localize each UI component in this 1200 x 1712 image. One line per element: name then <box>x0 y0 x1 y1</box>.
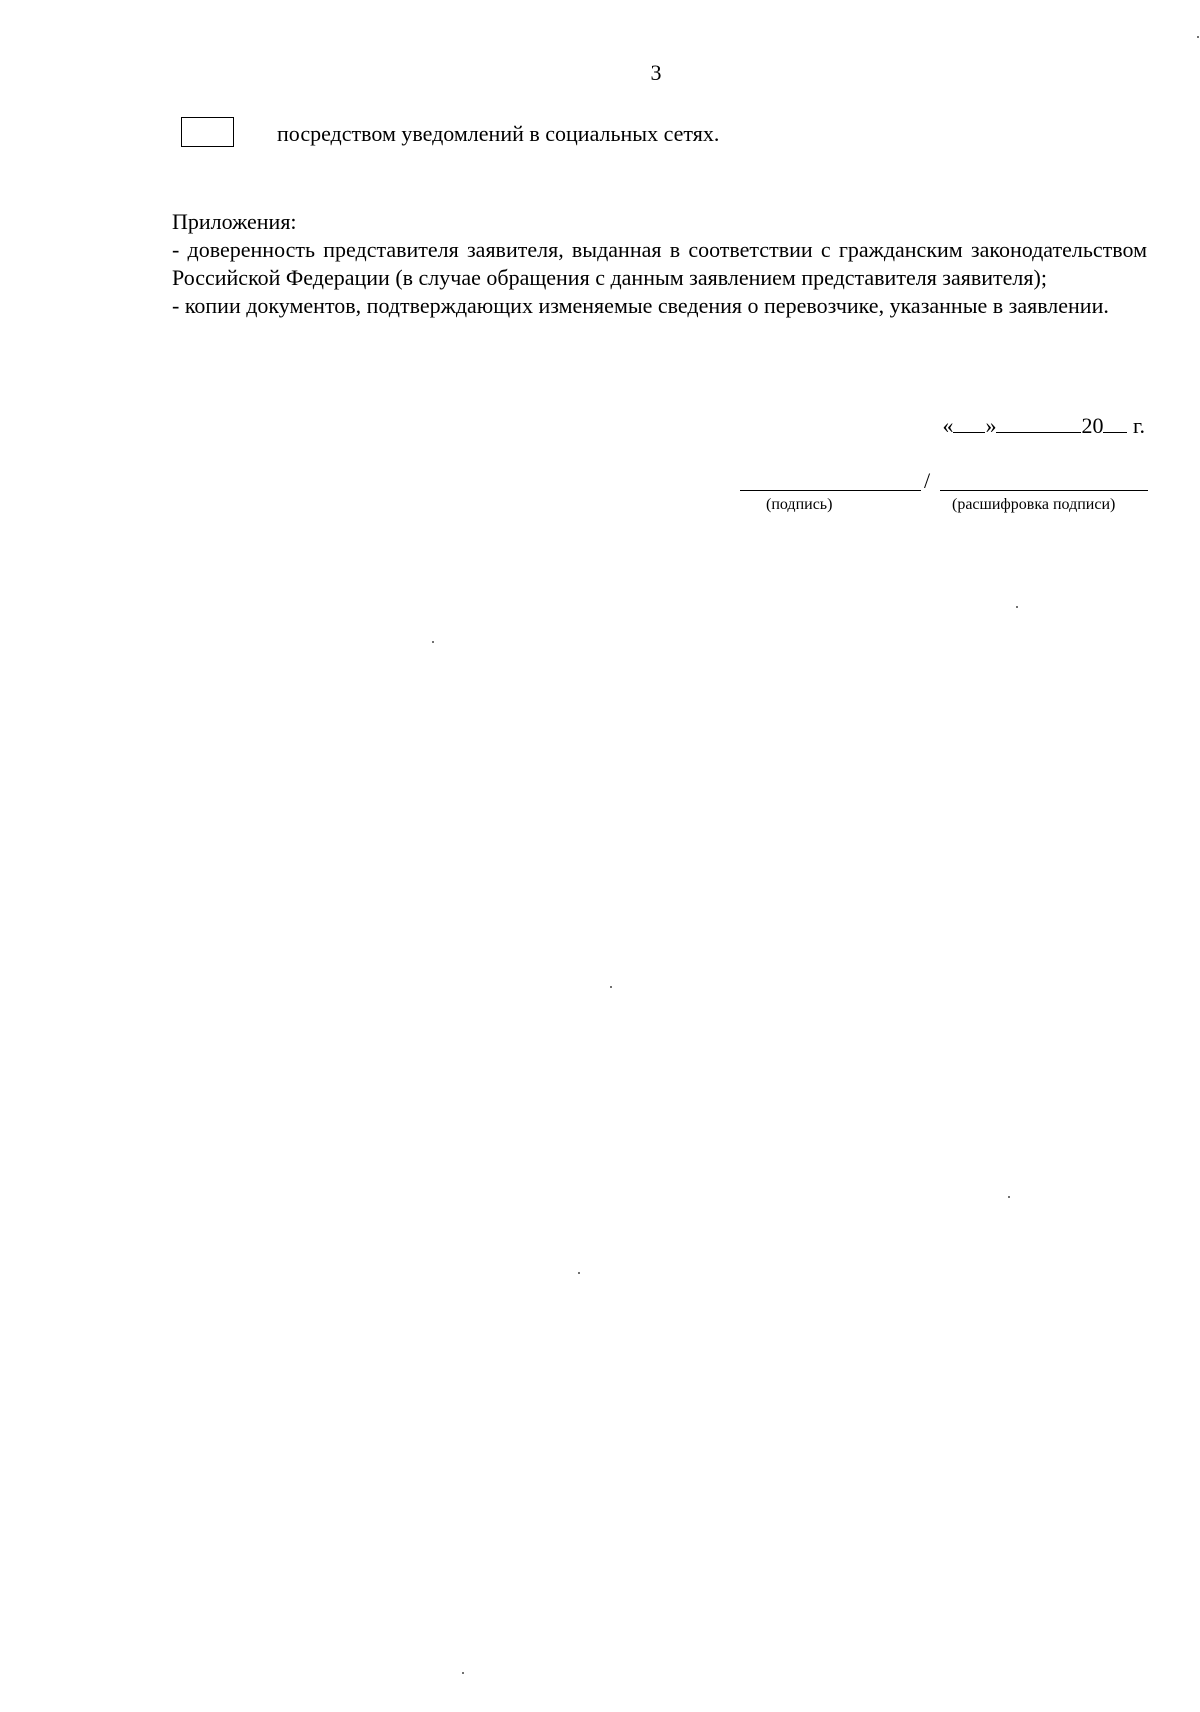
signature-decoding-caption: (расшифровка подписи) <box>952 496 1116 513</box>
attachments-heading: Приложения: <box>172 209 297 234</box>
scan-speck <box>1197 36 1199 38</box>
signature-decoding-field[interactable] <box>940 490 1148 491</box>
signature-separator: / <box>924 468 931 493</box>
scan-speck <box>1008 1196 1010 1198</box>
checkbox[interactable] <box>181 117 234 147</box>
scan-speck <box>462 1672 464 1674</box>
year-field[interactable] <box>1103 410 1127 433</box>
date-open-quote: « <box>942 413 954 438</box>
attachments-section <box>172 208 1147 320</box>
date-line <box>942 410 1145 439</box>
notification-option-social-networks[interactable] <box>181 115 1181 151</box>
signature-block <box>740 466 1150 516</box>
date-year-suffix: г. <box>1132 413 1145 438</box>
scan-speck <box>432 641 434 643</box>
checkbox-label: посредством уведомлений в социальных сетях. <box>277 121 720 146</box>
month-field[interactable] <box>996 410 1081 433</box>
scan-speck <box>610 986 612 988</box>
scan-speck <box>1016 606 1018 608</box>
date-century: 20 <box>1081 413 1104 438</box>
scan-speck <box>578 1272 580 1274</box>
day-field[interactable] <box>953 410 985 433</box>
attachment-item-power-of-attorney: - доверенность представителя заявителя, выданная в соответствии с гражданским законодательством Российской Федерации (в случае обращения с данным заявлением представителя заявителя); <box>172 237 1147 290</box>
signature-field[interactable] <box>740 490 921 491</box>
page-number: 3 <box>650 60 662 85</box>
date-close-quote: » <box>985 413 997 438</box>
signature-caption: (подпись) <box>766 496 833 513</box>
attachment-item-document-copies: - копии документов, подтверждающих изменяемые сведения о перевозчике, указанные в заявлении. <box>172 293 1109 318</box>
